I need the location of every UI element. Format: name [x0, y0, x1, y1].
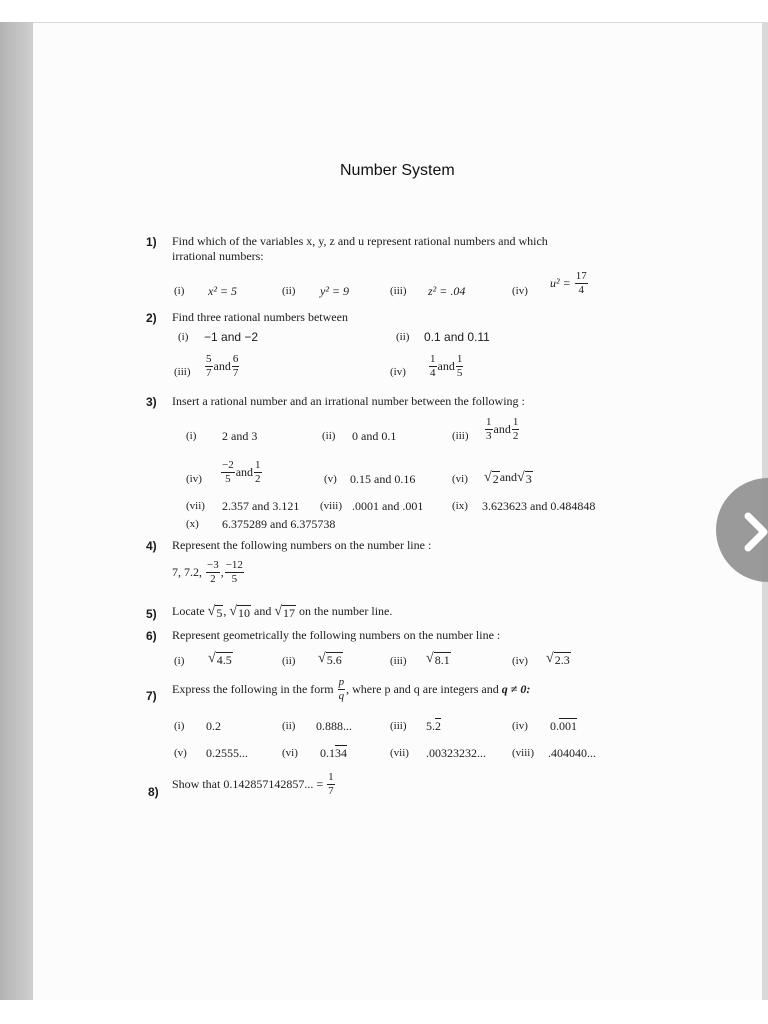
q1-item-ii: y² = 9: [320, 284, 350, 298]
denominator: 2: [210, 573, 216, 585]
fraction: [221, 460, 235, 485]
q3-item-vii: 2.357 and 3.121: [222, 499, 300, 513]
q5-tail: on the number line.: [299, 604, 393, 618]
sqrt: √ 17: [274, 604, 296, 620]
q3-item-x: 6.375289 and 6.375738: [222, 517, 336, 531]
q3-label-i: (i): [186, 430, 197, 442]
fraction: [254, 460, 262, 485]
q3-item-viii: .0001 and .001: [352, 499, 424, 513]
q2-label-iii: (iii): [174, 366, 191, 378]
q6-item-iii: √ 8.1: [426, 651, 450, 667]
q3-item-ii: 0 and 0.1: [352, 429, 397, 443]
repeating-digits: 34: [335, 746, 347, 760]
question-3-text: Insert a rational number and an irrational number between the following :: [172, 394, 525, 408]
q7-label-iii: (iii): [390, 720, 407, 732]
q7-label-vii: (vii): [390, 747, 409, 759]
q2-label-i: (i): [178, 331, 189, 343]
comma: ,: [223, 604, 227, 618]
numerator: −2: [222, 459, 234, 471]
q7-item-iii: [426, 719, 441, 734]
denominator: 5: [225, 473, 231, 485]
radicand: 10: [238, 606, 251, 620]
q3-item-vi: [484, 470, 533, 486]
q7-item-vi: [320, 746, 347, 761]
denominator: 2: [512, 430, 519, 442]
decimal-base: 0.1: [320, 746, 335, 760]
q3-item-i: 2 and 3: [222, 429, 258, 443]
repeating-digits: 2: [435, 719, 441, 733]
q7-label-viii: (viii): [512, 747, 534, 759]
radicand: 2.3: [554, 653, 570, 667]
q2-label-iv: (iv): [390, 366, 406, 378]
sqrt: √ 5: [207, 604, 223, 620]
numerator: 5: [206, 353, 212, 365]
question-5-number: 5): [146, 607, 157, 621]
q2-item-iii: [204, 354, 240, 379]
q3-item-ix: 3.623623 and 0.484848: [482, 499, 596, 513]
question-6-text: Represent geometrically the following numbers on the number line :: [172, 628, 501, 642]
q2-label-ii: (ii): [396, 331, 410, 343]
numerator: 1: [328, 771, 334, 783]
q3-label-x: (x): [186, 518, 199, 530]
and-word: and: [437, 359, 455, 373]
denominator: 5: [456, 367, 463, 379]
question-2-text: Find three rational numbers between: [172, 310, 348, 324]
q7-item-iv: [550, 719, 577, 734]
q1-item-i: x² = 5: [208, 284, 238, 298]
and-word: and: [499, 470, 518, 484]
denominator: q: [338, 690, 345, 702]
numerator: 1: [430, 353, 436, 365]
question-1-text-line1: Find which of the variables x, y, z and u represent rational numbers and which: [172, 234, 548, 248]
denominator: 3: [486, 430, 492, 442]
repeating-digits: 001: [559, 719, 577, 733]
fraction: [456, 354, 464, 379]
q6-label-iii: (iii): [390, 655, 407, 667]
q6-label-iv: (iv): [512, 655, 528, 667]
q4-prefix: 7, 7.2,: [172, 565, 202, 579]
q7-item-i: 0.2: [206, 719, 221, 733]
radicand: 3: [525, 472, 532, 486]
and-word: and: [213, 359, 231, 373]
q7-item-vii: .00323232...: [426, 746, 486, 760]
fraction: [225, 560, 244, 585]
q3-label-vi: (vi): [452, 473, 468, 485]
q7-label-iv: (iv): [512, 720, 528, 732]
q1-iv-lhs: u² =: [550, 276, 571, 290]
numerator: 1: [512, 416, 519, 428]
numerator: p: [338, 676, 345, 688]
q3-item-iv: [220, 460, 263, 485]
chevron-right-icon[interactable]: [744, 512, 768, 552]
numerator: 1: [456, 353, 463, 365]
q3-label-viii: (viii): [320, 500, 342, 512]
radicand: 4.5: [216, 653, 232, 667]
sqrt: √ 10: [229, 604, 251, 620]
q7-label-i: (i): [174, 720, 185, 732]
p-over-q-fraction: [338, 677, 346, 702]
numerator: 1: [486, 416, 492, 428]
locate-word: Locate: [172, 604, 205, 618]
question-2-number: 2): [146, 311, 157, 325]
q3-label-vii: (vii): [186, 500, 205, 512]
q2-item-iv: [428, 354, 464, 379]
viewer-left-edge: [0, 22, 33, 1000]
q7-label-v: (v): [174, 747, 187, 759]
q7-label-vi: (vi): [282, 747, 298, 759]
question-7-text: [172, 677, 530, 702]
radicand: 8.1: [434, 653, 450, 667]
q7-condition: q ≠ 0:: [501, 682, 531, 696]
radicand: 5.6: [326, 653, 342, 667]
q1-label-iv: (iv): [512, 285, 528, 297]
question-5-text: [172, 604, 392, 620]
q3-label-ii: (ii): [322, 430, 336, 442]
denominator: 7: [206, 367, 212, 379]
top-bar: [0, 0, 768, 23]
sqrt: √ 2: [484, 470, 499, 486]
question-4-text: Represent the following numbers on the number line :: [172, 538, 432, 552]
denominator: 5: [231, 573, 238, 585]
q6-label-i: (i): [174, 655, 185, 667]
denominator: 4: [430, 367, 436, 379]
fraction: [327, 772, 335, 797]
question-6-number: 6): [146, 629, 157, 643]
fraction: [232, 354, 240, 379]
numerator: −12: [225, 559, 243, 571]
q3-label-ix: (ix): [452, 500, 468, 512]
question-8-text: [172, 772, 336, 797]
numerator: −3: [207, 559, 219, 571]
q1-item-iii: z² = .04: [428, 284, 466, 298]
denominator: 7: [232, 367, 239, 379]
denominator: 2: [255, 473, 261, 485]
q2-item-i: −1 and −2: [204, 330, 259, 344]
question-1-text-line2: irrational numbers:: [172, 249, 264, 263]
q2-item-ii: 0.1 and 0.11: [424, 330, 490, 344]
fraction: [485, 417, 493, 442]
q1-label-iii: (iii): [390, 285, 407, 297]
q1-item-iv: [550, 271, 589, 296]
and-word: and: [254, 604, 272, 618]
numerator: 17: [575, 270, 587, 282]
q6-label-ii: (ii): [282, 655, 296, 667]
q8-text: Show that 0.142857142857... =: [172, 777, 324, 791]
decimal-base: 0.: [550, 719, 559, 733]
page-title: Number System: [340, 162, 455, 179]
comma: ,: [220, 565, 224, 579]
q7-text-a: Express the following in the form: [172, 682, 334, 696]
fraction: [429, 354, 437, 379]
radicand: 17: [283, 606, 296, 620]
q6-item-ii: √ 5.6: [318, 651, 342, 667]
decimal-base: 5.: [426, 719, 435, 733]
q7-text-b: , where p and q are integers and: [346, 682, 499, 696]
q3-item-v: 0.15 and 0.16: [350, 472, 416, 486]
numerator: 1: [255, 459, 261, 471]
q1-iv-fraction: [575, 271, 588, 296]
question-4-number: 4): [146, 539, 157, 553]
fraction: [512, 417, 520, 442]
q3-label-iii: (iii): [452, 430, 469, 442]
q1-label-ii: (ii): [282, 285, 296, 297]
fraction: [206, 560, 220, 585]
q6-item-i: √ 4.5: [208, 651, 232, 667]
question-7-number: 7): [146, 689, 157, 703]
question-3-number: 3): [146, 395, 157, 409]
q3-label-v: (v): [324, 473, 337, 485]
and-word: and: [493, 422, 511, 436]
sqrt: √ 3: [517, 470, 532, 486]
and-word: and: [235, 465, 254, 479]
question-8-number: 8): [148, 785, 159, 799]
denominator: 4: [578, 284, 584, 296]
q7-item-v: 0.2555...: [206, 746, 248, 760]
bottom-bar: [0, 1000, 768, 1024]
q7-item-ii: 0.888...: [316, 719, 352, 733]
numerator: 6: [232, 353, 239, 365]
q3-label-iv: (iv): [186, 473, 202, 485]
q7-label-ii: (ii): [282, 720, 296, 732]
denominator: 7: [328, 785, 334, 797]
q6-item-iv: √ 2.3: [546, 651, 570, 667]
q1-label-i: (i): [174, 285, 185, 297]
fraction: [205, 354, 213, 379]
q3-item-iii: [484, 417, 520, 442]
question-1-number: 1): [146, 235, 157, 249]
q7-item-viii: .404040...: [548, 746, 596, 760]
radicand: 5: [216, 606, 223, 620]
radicand: 2: [492, 472, 499, 486]
q4-numbers: [172, 560, 245, 585]
